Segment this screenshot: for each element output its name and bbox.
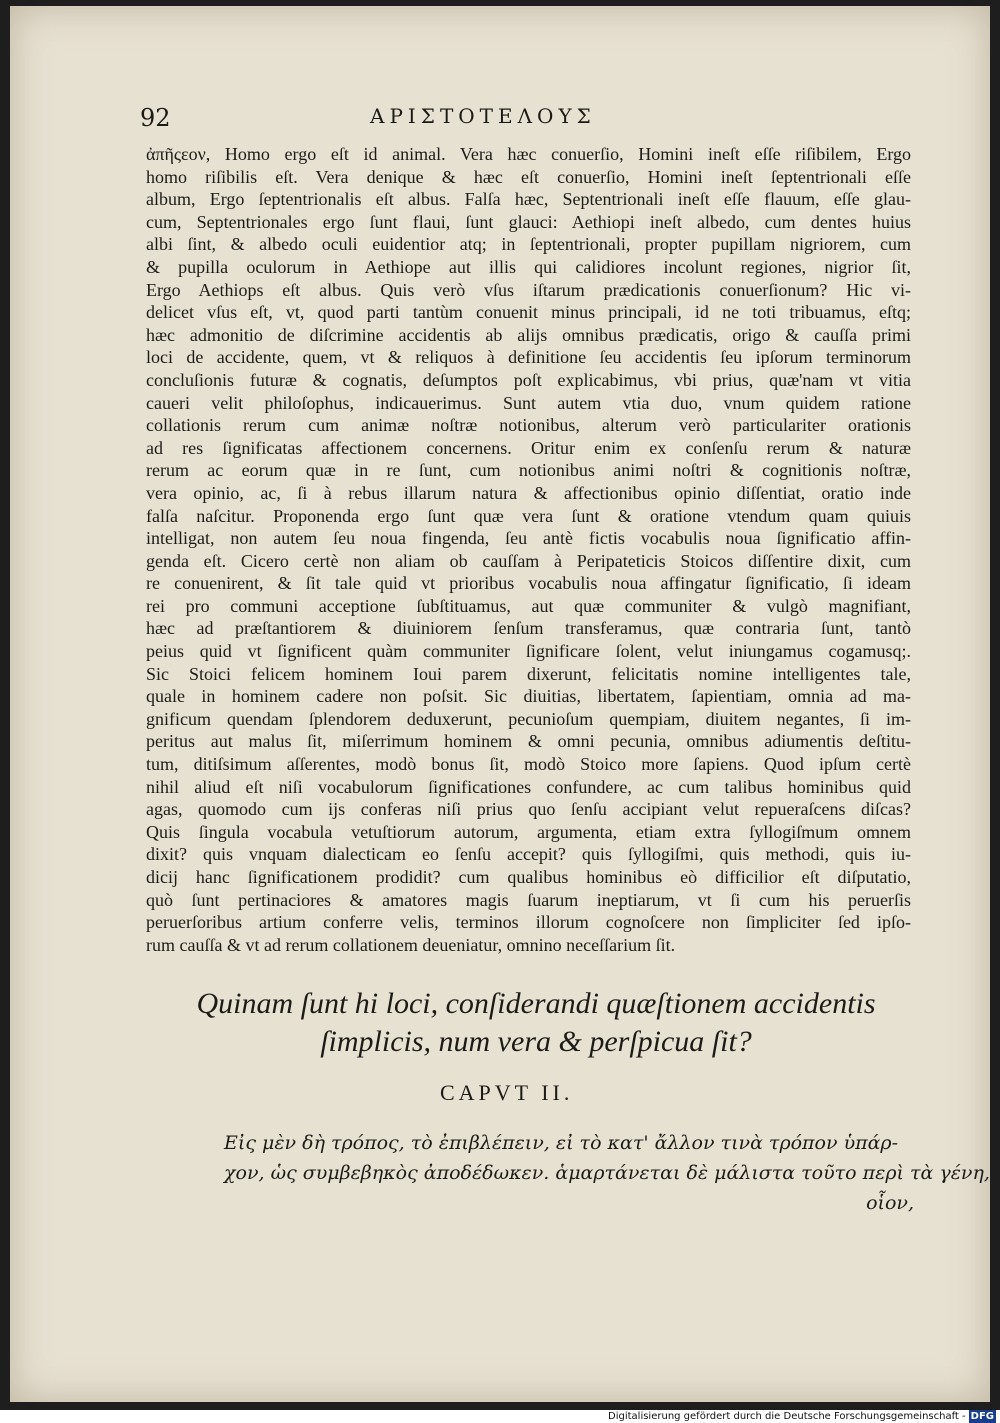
text-line: albi ſint, & albedo oculi euidentior atq; in ſeptentrionali, propter pupillam nigriorem, cum xyxy=(146,234,911,255)
text-line: Sic Stoici felicem hominem Ioui parem dixerunt, felicitatis nomine intelligentes tale, xyxy=(146,663,911,684)
text-line: dixit? quis vnquam dialecticam eo ſenſu accepit? quis ſyllogiſmi, quis methodi, quis iu- xyxy=(146,844,911,865)
text-line: homo riſibilis eſt. Vera denique & hæc eſt conuerſio, Homini ineſt ſeptentrionali eſſe xyxy=(146,166,911,187)
text-line: rerum ac eorum quæ in re ſunt, cum notionibus animi noſtri & cognitionis noſtræ, xyxy=(146,460,911,481)
text-line: agas, quomodo cum ijs conferas niſi prius quo ſenſu accipiant velut repueraſcens diſcas? xyxy=(146,799,911,820)
text-line: cum, Septentrionales ergo ſunt flaui, ſunt glauci: Aethiopi ineſt albedo, cum dentes huius xyxy=(146,211,911,232)
text-line: nihil aliud eſt niſi vocabulorum ſignificationes confundere, ac cum talibus hominibus quid xyxy=(146,776,911,797)
text-line: ad res ſignificatas affectionem concernens. Oritur enim ex conſenſu rerum & naturæ xyxy=(146,437,911,458)
text-line: gnificum quendam ſplendorem deduxerunt, pecunioſum quempiam, diuitem negantes, ſi im- xyxy=(146,708,911,729)
greek-line: οἷον, xyxy=(866,1192,914,1214)
text-line: Quis ſingula vocabula vetuſtiorum autorum, argumenta, etiam extra ſyllogiſmum omnem xyxy=(146,821,911,842)
body-text xyxy=(146,143,911,956)
greek-text xyxy=(224,1128,990,1218)
text-line: falſa naſcitur. Proponenda ergo ſunt quæ vera ſunt & oratione vtendum quam quiuis xyxy=(146,505,911,526)
text-line: rum cauſſa & vt ad rerum collationem deueniatur, omnino neceſſarium ſit. xyxy=(146,934,676,955)
text-line: peruerſoribus artium conferre velis, terminos illorum cognoſcere non ſimpliciter ſed ipſo- xyxy=(146,912,911,933)
section-heading-line: ſimplicis, num vera & perſpicua ſit? xyxy=(320,1025,752,1058)
text-line: genda eſt. Cicero certè non aliam ob cauſſam à Peripateticis Stoicos diſſentire dixit, cum xyxy=(146,550,911,571)
text-line: Ergo Aethiops eſt albus. Quis verò vſus iſtarum prædicationis conuerſionum? Hic vi- xyxy=(146,279,911,300)
section-heading-line: Quinam ſunt hi loci, conſiderandi quæſtionem accidentis xyxy=(196,987,876,1020)
text-line: vera opinio, ac, ſi à rebus illarum natura & affectionibus opinio diſſentiat, oratio inde xyxy=(146,482,911,503)
text-line: collationis rerum cum animæ noſtræ notionibus, alterum verò particulariter orationis xyxy=(146,415,911,436)
text-line: album, Ergo ſeptentrionalis eſt albus. Falſa hæc, Septentrionali ineſt eſſe flauum, eſſe glau- xyxy=(146,189,911,210)
text-line: ἀπῆςεον, Homo ergo eſt id animal. Vera hæc conuerſio, Homini ineſt eſſe riſibilem, Ergo xyxy=(146,144,911,164)
text-line: quò ſunt pertinaciores & amatores magis ſuarum ineptiarum, vt ſi cum his peruerſis xyxy=(146,889,911,910)
dfg-logo: DFG xyxy=(970,1411,994,1422)
text-line: & pupilla oculorum in Aethiope aut illis qui calidiores incolunt regiones, nigrior ſit, xyxy=(146,256,911,277)
text-line: hæc admonitio de diſcrimine accidentis ab alijs omnibus prædicatis, origo & cauſſa primi xyxy=(146,324,911,345)
section-heading xyxy=(196,985,876,1061)
footer-credit: Digitalisierung gefördert durch die Deutsche Forschungsgemeinschaft - xyxy=(608,1411,966,1422)
text-line: rei pro communi acceptione ſubſtituamus, aut quæ communiter & vulgò magnifiant, xyxy=(146,595,911,616)
text-line: hæc ad præſtantiorem & diuiniorem ſenſum transferamus, quæ contraria ſunt, tantò xyxy=(146,618,911,639)
text-line: concluſionis futuræ & cognatis, deſumptos poſt explicabimus, vbi prius, quæ'nam vt vitia xyxy=(146,369,911,390)
chapter-heading: CAPVT II. xyxy=(440,1080,574,1105)
running-title: ΑΡΙΣΤΟΤΕΛΟΥΣ xyxy=(370,104,596,128)
footer-bar xyxy=(600,1410,1000,1423)
page-header xyxy=(130,98,850,138)
text-line: peius quid vt ſignificent quàm communiter ſignificare ſolent, velut iniungamus cogamusq;. xyxy=(146,641,911,662)
greek-line: χον, ὡς συμβεβηκὸς ἀποδέδωκεν. ἁμαρτάνεται δὲ μάλιστα τοῦτο περὶ τὰ γένη, xyxy=(224,1162,990,1184)
text-line: re conuenirent, & ſit tale quid vt prioribus vocabulis noua affingatur ſignificatio, ſi ideam xyxy=(146,573,911,594)
text-line: delicet vſus eſt, vt, quod parti tantùm conuenit minus principali, id ne toti tribuamus, eſtq; xyxy=(146,302,911,323)
greek-line: Εἰς μὲν δὴ τρόπος, τὸ ἐπιβλέπειν, εἰ τὸ κατ' ἄλλον τινὰ τρόπον ὑπάρ- xyxy=(224,1132,899,1154)
text-line: intelligat, non autem ſeu noua fingenda, ſeu antè fictis vocabulis noua ſignificatio affin- xyxy=(146,528,911,549)
text-line: dicij hanc ſignificationem prodidit? cum qualibus hominibus eò difficilior eſt diſputatio, xyxy=(146,867,911,887)
text-line: peritus aut malus ſit, miſerrimum hominem & omni pecunia, omnibus adiumentis deſtitu- xyxy=(146,731,911,752)
text-line: quale in hominem cadere non poſsit. Sic diuitias, libertatem, ſapientiam, omnia ad ma- xyxy=(146,686,911,707)
text-line: caueri velit philoſophus, indicauerimus. Sunt autem vtia duo, vnum quidem ratione xyxy=(146,392,911,413)
text-line: loci de accidente, quem, vt & reliquos à definitione ſeu accidentis ſeu ipſorum terminorum xyxy=(146,347,911,368)
text-line: tum, ditiſsimum aſſerentes, modò bonus ſit, modò Stoico more ſapiens. Quod ipſum certè xyxy=(146,754,911,775)
page-number: 92 xyxy=(140,104,171,132)
